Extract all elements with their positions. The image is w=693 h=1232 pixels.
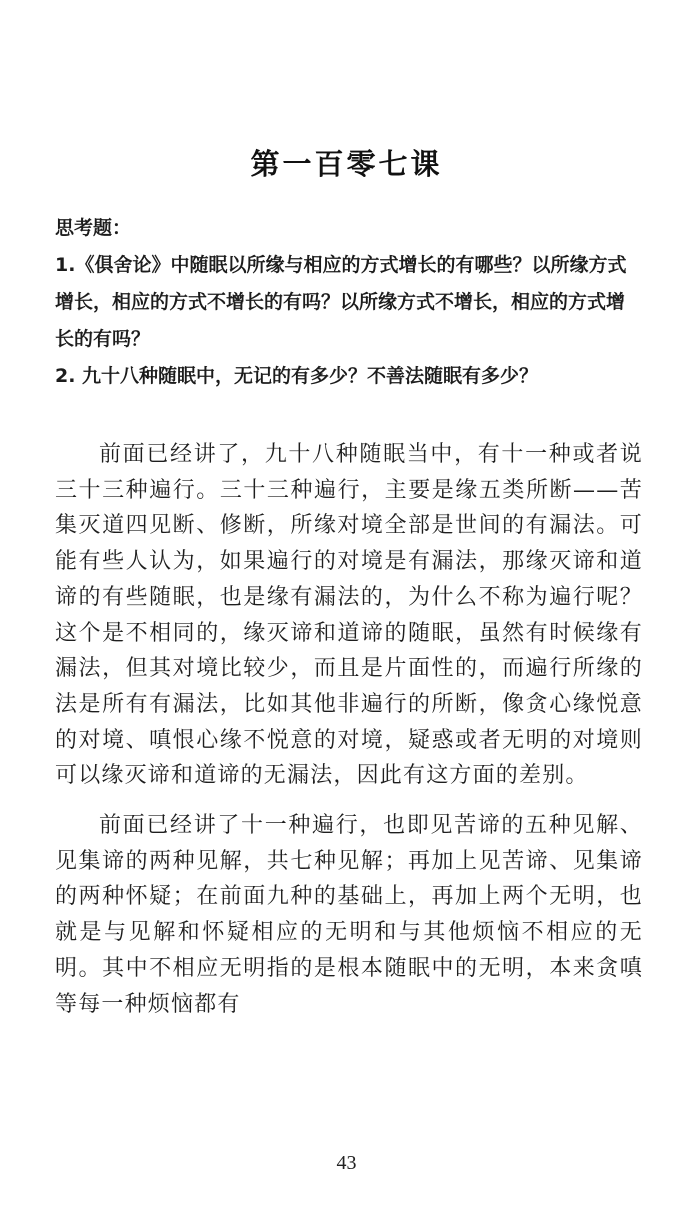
lesson-body <box>55 437 643 1022</box>
lesson-title: 第一百零七课 <box>250 147 443 181</box>
question-item-2: 2. 九十八种随眠中，无记的有多少？不善法随眠有多少？ <box>55 365 539 387</box>
question-item-1: 1.《俱舍论》中随眠以所缘与相应的方式增长的有哪些？以所缘方式增长，相应的方式不增长的有吗？以所缘方式不增长，相应的方式增长的有吗？ <box>55 254 627 350</box>
study-questions <box>55 210 640 395</box>
paragraph: 前面已经讲了十一种遍行，也即见苦谛的五种见解、见集谛的两种见解，共七种见解；再加上见苦谛、见集谛的两种怀疑；在前面九种的基础上，再加上两个无明，也就是与见解和怀疑相应的无明和与其他烦恼不相应的无明。其中不相应无明指的是根本随眠中的无明，本来贪嗔等每一种烦恼都有 <box>55 813 643 1017</box>
paragraph: 前面已经讲了，九十八种随眠当中，有十一种或者说三十三种遍行。三十三种遍行，主要是缘五类所断——苦集灭道四见断、修断，所缘对境全部是世间的有漏法。可能有些人认为，如果遍行的对境是有漏法，那缘灭谛和道谛的有些随眠，也是缘有漏法的，为什么不称为遍行呢？这个是不相同的，缘灭谛和道谛的随眠，虽然有时候缘有漏法，但其对境比较少，而且是片面性的，而遍行所缘的法是所有有漏法，比如其他非遍行的所断，像贪心缘悦意的对境、嗔恨心缘不悦意的对境，疑惑或者无明的对境则可以缘灭谛和道谛的无漏法，因此有这方面的差别。 <box>55 442 643 789</box>
questions-heading: 思考题： <box>55 217 132 239</box>
page-number: 43 <box>336 1152 357 1174</box>
